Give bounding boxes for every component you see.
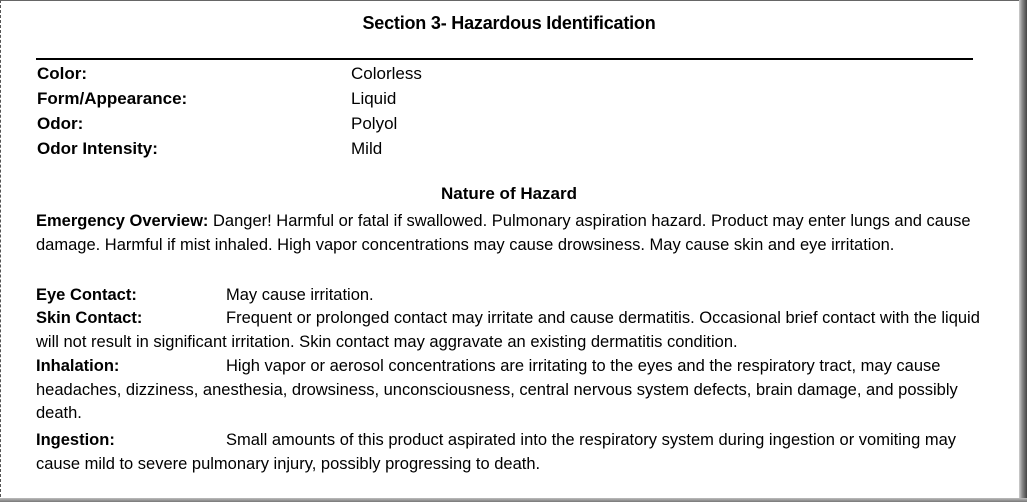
section-title: Section 3- Hazardous Identification <box>362 13 656 33</box>
hazard-text: May cause irritation. <box>226 286 374 304</box>
hazard-text: Frequent or prolonged contact may irritate and cause dermatitis. Occasional brief contact with the liquid will not result in significant irritation. Skin contact may aggravate an existing dermatitis condition. <box>36 309 980 351</box>
property-value: Polyol <box>351 114 398 133</box>
hazard-text: Small amounts of this product aspirated into the respiratory system during ingestion or vomiting may cause mild to severe pulmonary injury, possibly progressing to death. <box>36 431 957 473</box>
property-value: Colorless <box>351 64 422 83</box>
page-bottom-shadow <box>0 498 1027 502</box>
property-label: Odor Intensity: <box>37 139 158 158</box>
page-edge-shadow <box>1019 0 1027 502</box>
property-label: Odor: <box>37 114 84 133</box>
hazard-skin-contact <box>36 307 986 354</box>
nature-of-hazard-heading: Nature of Hazard <box>440 184 578 203</box>
property-value: Mild <box>351 139 383 158</box>
hazard-label: Inhalation: <box>36 357 120 375</box>
hazard-label: Eye Contact: <box>36 286 137 304</box>
property-value: Liquid <box>351 89 397 108</box>
hazard-emergency-overview <box>36 210 986 257</box>
property-label: Color: <box>37 64 88 83</box>
section-divider <box>36 58 973 60</box>
hazard-ingestion <box>36 429 986 476</box>
hazard-text: Danger! Harmful or fatal if swallowed. Pulmonary aspiration hazard. Product may enter lungs and cause damage. Harmful if mist inhaled. High vapor concentrations may cause drowsiness. May cause skin and eye irritation. <box>36 212 971 254</box>
hazard-text: High vapor or aerosol concentrations are irritating to the eyes and the respiratory tract, may cause headaches, dizziness, anesthesia, drowsiness, unconsciousness, central nervous system defects, brain damage, and possibly death. <box>36 357 958 422</box>
hazard-label: Emergency Overview: <box>36 212 209 230</box>
hazard-inhalation <box>36 355 986 426</box>
hazard-label: Skin Contact: <box>36 309 143 327</box>
hazard-label: Ingestion: <box>36 431 115 449</box>
hazard-eye-contact <box>36 284 986 308</box>
property-label: Form/Appearance: <box>37 89 188 108</box>
